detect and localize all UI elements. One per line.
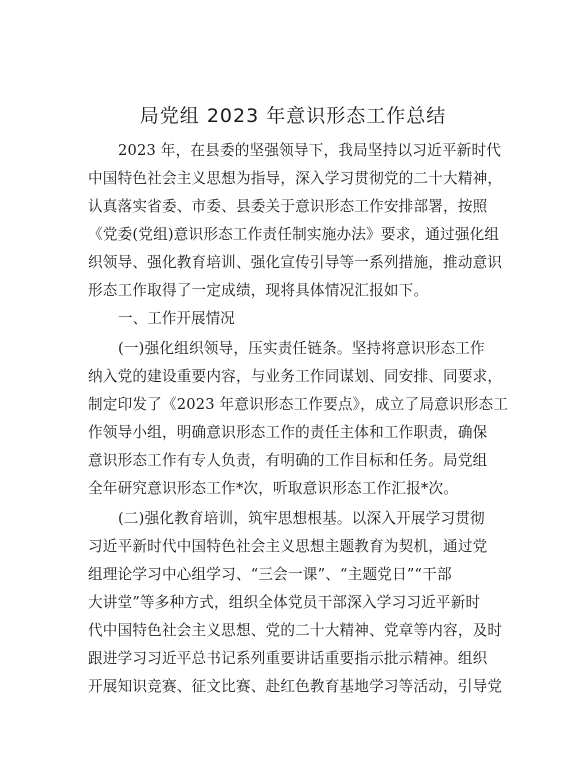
intro-line-5: 织领导、强化教育培训、强化宣传引导等一系列措施，推动意识 bbox=[88, 254, 503, 271]
intro-line-2: 中国特色社会主义思想为指导，深入学习贯彻党的二十大精神， bbox=[88, 170, 503, 187]
paragraph1-line-5: 意识形态工作有专人负责，有明确的工作目标和任务。局党组 bbox=[88, 452, 488, 469]
paragraph2-line-6: 跟进学习习近平总书记系列重要讲话重要指示批示精神。组织 bbox=[88, 650, 488, 667]
paragraph2-line-2: 习近平新时代中国特色社会主义思想主题教育为契机，通过党 bbox=[88, 538, 488, 555]
paragraph1-line-4: 作领导小组，明确意识形态工作的责任主体和工作职责，确保 bbox=[88, 424, 488, 441]
paragraph1-line-3: 制定印发了《2023 年意识形态工作要点》，成立了局意识形态工 bbox=[88, 396, 509, 413]
intro-line-3: 认真落实省委、市委、县委关于意识形态工作安排部署，按照 bbox=[88, 198, 488, 215]
intro-line-6: 形态工作取得了一定成绩，现将具体情况汇报如下。 bbox=[88, 282, 429, 299]
intro-line-4: 《党委(党组)意识形态工作责任制实施办法》要求，通过强化组 bbox=[88, 226, 500, 243]
document-title: 局党组 2023 年意识形态工作总结 bbox=[139, 105, 447, 127]
paragraph2-line-3: 组理论学习中心组学习、“三会一课”、“主题党日”“干部 bbox=[88, 566, 452, 583]
paragraph2-line-1: (二)强化教育培训，筑牢思想根基。以深入开展学习贯彻 bbox=[118, 510, 485, 527]
intro-line-1: 2023 年，在县委的坚强领导下，我局坚持以习近平新时代 bbox=[118, 142, 502, 159]
paragraph2-line-5: 代中国特色社会主义思想、党的二十大精神、党章等内容，及时 bbox=[88, 622, 503, 639]
paragraph1-line-1: (一)强化组织领导，压实责任链条。坚持将意识形态工作 bbox=[118, 340, 485, 357]
section-heading: 一、工作开展情况 bbox=[118, 310, 235, 327]
paragraph2-line-4: 大讲堂”等多种方式，组织全体党员干部深入学习习近平新时 bbox=[88, 594, 481, 611]
paragraph1-line-2: 纳入党的建设重要内容，与业务工作同谋划、同安排、同要求， bbox=[88, 368, 503, 385]
paragraph1-line-6: 全年研究意识形态工作*次，听取意识形态工作汇报*次。 bbox=[88, 480, 459, 497]
paragraph2-line-7: 开展知识竞赛、征文比赛、赴红色教育基地学习等活动，引导党 bbox=[88, 678, 503, 695]
